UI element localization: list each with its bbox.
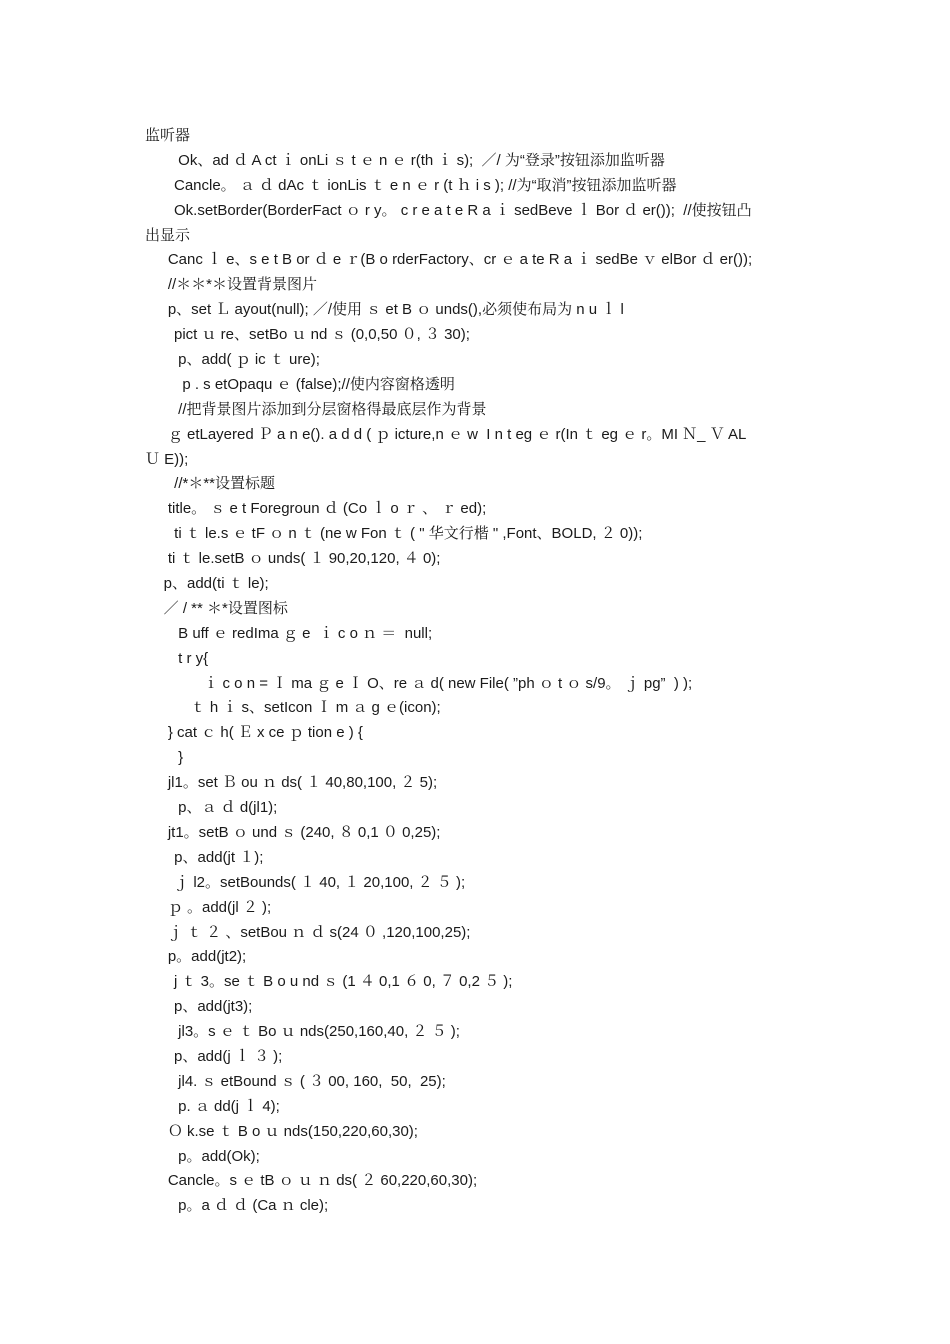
text-line: ﾠ ﾠp. ａ dd(j ｌ 4); <box>145 1097 280 1115</box>
text-line: ti ｔ le.s ｅ tF ｏ n ｔ (ne w Fon ｔ ( " 华文行楷 " ,Font、BOLD, ２ 0));ﾠﾠ <box>145 525 672 543</box>
text-line: ﾠ jl1。set Ｂ ou ｎ ds( １ 40,80,100, ２ 5); <box>145 774 438 792</box>
text-line: ﾠ ti ｔ le.setB ｏ unds( １ 90,20,120, ４ 0); <box>145 550 441 568</box>
code-listing <box>145 124 815 1219</box>
text-line: ﾠﾠj ｔ 3。se ｔ B o u nd ｓ (1 ４ 0,1 ６ 0, ７ 0,2 ５ ); <box>145 973 513 991</box>
text-line: ﾠ Ｏ k.se ｔ B o ｕ nds(150,220,60,30); <box>145 1122 418 1140</box>
text-line: ﾠ ﾠ ｔ h ｉ s、setIcon Ｉ m ａ g ｅ(icon); <box>145 699 441 717</box>
text-line: ﾠ ﾠp。add(Ok); <box>145 1147 260 1165</box>
text-line: ﾠ p、set Ｌ ayout(null); ／/使用 ｓ et B ｏ unds(),必须使布局为 n u ｌ l ﾠ <box>145 301 660 319</box>
text-line: ﾠﾠ} <box>145 749 184 767</box>
text-line: ﾠ ﾠjl4. ｓ etBound ｓ ( ３ 00, 160, 50, 25); <box>145 1072 446 1090</box>
text-line: 监听器 <box>145 127 191 144</box>
text-line: ﾠ p。add(jt2); <box>145 948 247 966</box>
text-line: ﾠ title。 ｓ e t Foregroun ｄ (Co ｌ o ｒ 、 ｒ ed); <box>145 500 487 518</box>
text-line: ﾠ ﾠ p . s etOpaqu ｅ (false);//使内容窗格透明 <box>145 375 455 393</box>
text-line: ﾠ ﾠjl3。s ｅ ｔ Bo ｕ nds(250,160,40, ２ ５ ); <box>145 1023 460 1041</box>
text-line: ﾠ Cancle。s ｅ tB ｏ ｕ ｎ ds( ２ 60,220,60,30); <box>145 1172 478 1190</box>
text-line: p、add(jt １); <box>145 848 264 866</box>
text-line: ﾠ Canc ｌ e、s e t B or ｄ e ｒ(B o rderFactory、cr ｅ a te R a ｉ sedBe ｖ elBor ｄ er()); <box>145 251 753 269</box>
text-line: ｉ c o n = Ｉ ma ｇ e Ｉ O、re ａ d( new File( ”ph ｏ t ｏ s/9。 ｊ pg” ) ); <box>145 674 693 692</box>
text-line: 出显示 <box>145 226 191 244</box>
text-line: ﾠ ﾠp、add( ｐ ic ｔ ure); <box>145 351 320 369</box>
text-line: Ｕ E)); <box>145 450 189 468</box>
text-line: ﾠ //＊＊*＊设置背景图片 <box>145 276 317 294</box>
text-line: ﾠ jt1。setB ｏ und ｓ (240, ８ 0,1 ０ 0,25); <box>145 823 441 841</box>
text-line: ﾠ ﾠp、ａ ｄ d(jl1); <box>145 799 278 817</box>
text-line: ﾠ ﾠB uff ｅ redIma ｇ e ｉ c o ｎ ＝ null; <box>145 624 433 642</box>
text-line: ｊ l2。setBounds( １ 40, １ 20,100, ２ ５ );ﾠﾠ <box>145 873 495 891</box>
text-line: ﾠﾠpict ｕ re、setBo ｕ nd ｓ (0,0,50 ０, ３ 30); <box>145 326 470 344</box>
text-line: ﾠﾠp、add(j ｌ ３ ); <box>145 1047 283 1065</box>
text-line: //*＊**设置标题 <box>145 475 276 493</box>
text-line: ﾠ ｇ etLayered Ｐ a n e(). a d d ( ｐ icture,n ｅ w I n t eg ｅ r(In ｔ eg ｅ r。MI Ｎ_ Ｖ AL <box>145 425 747 443</box>
text-line: ﾠ ﾠ//把背景图片添加到分层窗格得最底层作为背景 <box>145 400 487 418</box>
text-line: ﾠ ﾠOk、ad ｄ A ct ｉ onLi ｓ t ｅ n ｅ r(th ｉ s); ／/ 为“登录”按钮添加监听器 <box>145 151 665 169</box>
text-line: ﾠ } cat ｃ h( Ｅ x ce ｐ tion e ) { <box>145 724 363 742</box>
text-line: ﾠﾠt r y{ <box>145 649 209 667</box>
text-line: ﾠﾠOk.setBorder(BorderFact ｏ r y。 c r e a t e R a ｉ sedBeve ｌ Bor ｄ er()); //使按钮凸 <box>145 201 752 219</box>
text-line: ﾠ ｊ ｔ ２ 、setBou ｎ ｄ s(24 ０ ,120,100,25); <box>145 923 471 941</box>
text-line: ﾠ ／ / ** ＊*设置图标 <box>145 599 288 617</box>
text-line: ﾠﾠp、add(jt3);ﾠ <box>145 998 267 1016</box>
text-line: ﾠ ﾠp。a ｄ ｄ (Ca ｎ cle); <box>145 1197 329 1215</box>
text-line: ﾠ ｐ 。add(jl ２ );ﾠ <box>145 898 286 916</box>
text-line: ﾠ p、add(ti ｔ le); <box>145 575 269 593</box>
text-line: ﾠﾠCancle。 ａ ｄ dAc ｔ ionLis ｔ e n ｅ r (t ｈ i s ); //为“取消”按钮添加监听器 <box>145 176 677 194</box>
